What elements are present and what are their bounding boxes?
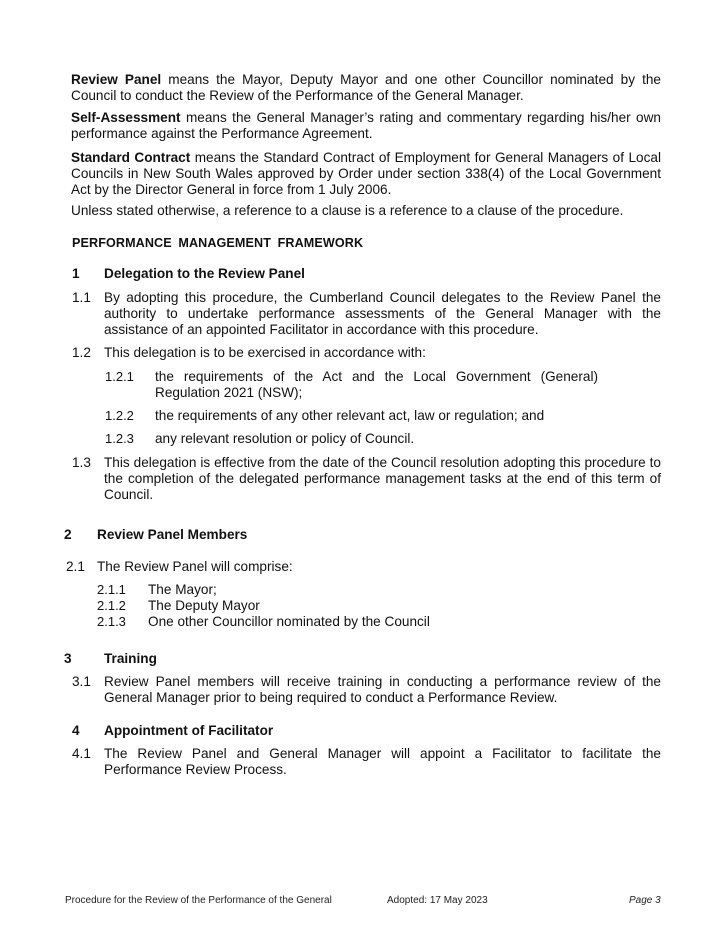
clause-text: The Review Panel and General Manager will appoint a Facilitator to facilitate the Performance Review Process. — [104, 746, 661, 777]
clause-number: 1.1 — [72, 290, 91, 305]
definition-self-assessment — [71, 110, 661, 142]
footer-page-number: Page 3 — [629, 895, 661, 906]
definition-standard-contract — [71, 150, 661, 198]
clause-text: This delegation is effective from the date of the Council resolution adopting this procedure to the completion of the delegated performance management tasks at the end of this term of Council. — [104, 455, 661, 502]
section-title: Delegation to the Review Panel — [104, 266, 305, 281]
section-title: Appointment of Facilitator — [104, 723, 274, 738]
definition-term: Self-Assessment — [71, 110, 181, 125]
clause-number: 2.1 — [66, 559, 85, 574]
section-number: 2 — [64, 527, 72, 542]
clause-reference-note: Unless stated otherwise, a reference to a clause is a reference to a clause of the procedure. — [71, 203, 624, 218]
subclause-number: 1.2.2 — [105, 408, 134, 423]
section-title: Training — [104, 651, 157, 666]
section-number: 4 — [72, 723, 80, 738]
framework-heading: PERFORMANCE MANAGEMENT FRAMEWORK — [72, 236, 364, 250]
clause-number: 1.2 — [72, 345, 91, 360]
definition-text: means the Standard Contract of Employment for General Managers of Local Councils in New South Wales approved by Order under section 338(4) of the Local Government Act by the Director General in force from 1 July 2006. — [71, 150, 661, 197]
subclause-text: The Mayor; — [148, 582, 217, 597]
subclause-text: One other Councillor nominated by the Council — [148, 614, 430, 629]
section-title: Review Panel Members — [97, 527, 248, 542]
subclause-number: 1.2.1 — [105, 369, 134, 384]
definition-text: means the Mayor, Deputy Mayor and one other Councillor nominated by the Council to conduct the Review of the Performance of the General Manager. — [71, 72, 661, 103]
subclause-text: the requirements of the Act and the Local Government (General) Regulation 2021 (NSW); — [155, 369, 598, 400]
clause-text: Review Panel members will receive training in conducting a performance review of the General Manager prior to being required to conduct a Performance Review. — [104, 674, 661, 705]
clause-number: 1.3 — [72, 455, 91, 470]
subclause-text: The Deputy Mayor — [148, 598, 260, 613]
section-number: 1 — [72, 266, 80, 281]
footer-adopted-date: Adopted: 17 May 2023 — [387, 895, 488, 906]
definition-review-panel — [71, 72, 661, 104]
clause-number: 4.1 — [72, 746, 91, 761]
subclause-number: 2.1.1 — [97, 582, 126, 597]
definition-text: means the General Manager’s rating and commentary regarding his/her own performance against the Performance Agreement. — [71, 110, 661, 141]
subclause-text: the requirements of any other relevant act, law or regulation; and — [155, 408, 545, 423]
subclause-number: 2.1.3 — [97, 614, 126, 629]
subclause-number: 2.1.2 — [97, 598, 126, 613]
definition-term: Standard Contract — [71, 150, 191, 165]
subclause-text: any relevant resolution or policy of Council. — [155, 431, 415, 446]
clause-text: The Review Panel will comprise: — [97, 559, 293, 574]
subclause-number: 1.2.3 — [105, 431, 134, 446]
clause-text: By adopting this procedure, the Cumberland Council delegates to the Review Panel the authority to undertake performance assessments of the General Manager with the assistance of an appointed Facilitator in accordance with this procedure. — [104, 290, 661, 337]
clause-text: This delegation is to be exercised in accordance with: — [104, 345, 426, 360]
clause-number: 3.1 — [72, 674, 91, 689]
definition-term: Review Panel — [71, 72, 162, 87]
footer-document-title: Procedure for the Review of the Performance of the General — [65, 895, 332, 906]
section-number: 3 — [64, 651, 72, 666]
